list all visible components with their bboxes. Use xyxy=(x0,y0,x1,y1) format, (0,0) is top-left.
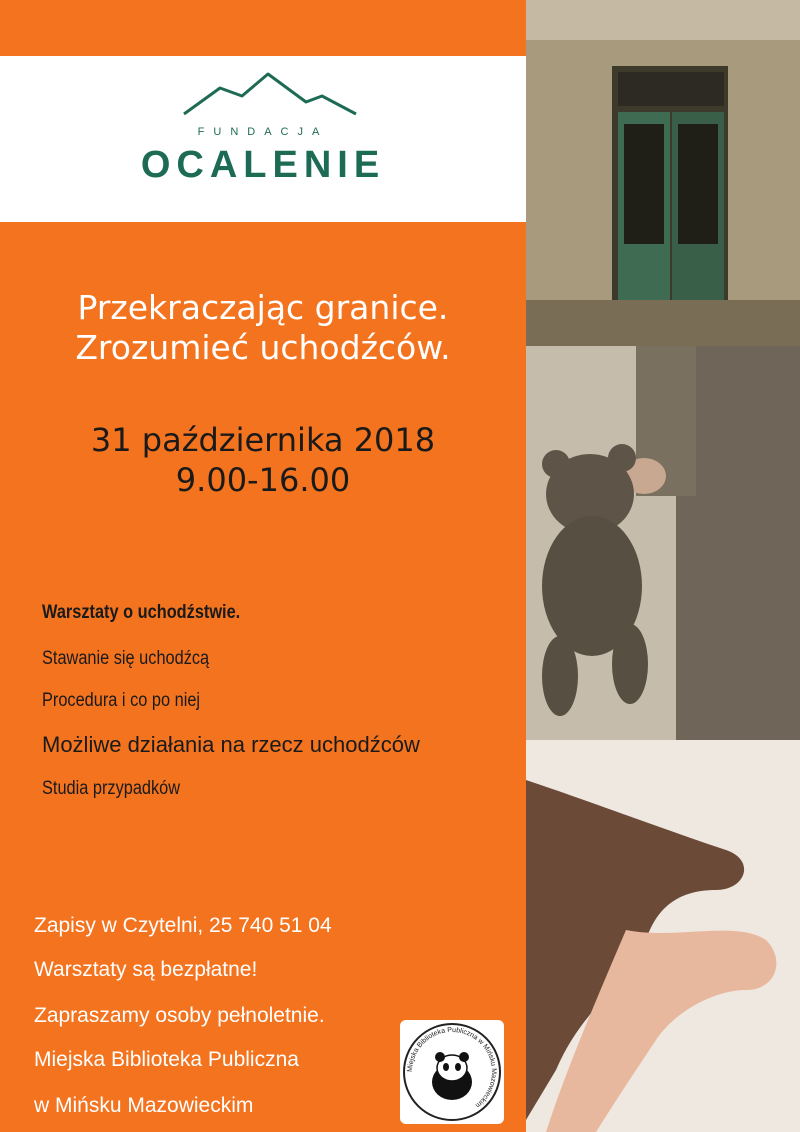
logo-name-text: OCALENIE xyxy=(140,144,386,186)
footer-line: Zapisy w Czytelni, 25 740 51 04 xyxy=(34,914,332,937)
event-date: 31 października 2018 xyxy=(90,421,436,459)
footer-line: Warsztaty są bezpłatne! xyxy=(34,958,258,981)
program-item: Stawanie się uchodźcą xyxy=(42,648,210,669)
headline-line2: Zrozumieć uchodźców. xyxy=(75,328,451,367)
program-item: Możliwe działania na rzecz uchodźców xyxy=(42,732,420,757)
event-time: 9.00-16.00 xyxy=(175,461,351,499)
panda-logo-icon xyxy=(400,1020,504,1124)
teddy-photo xyxy=(526,346,800,740)
hands-photo xyxy=(526,740,800,1132)
door-photo xyxy=(526,0,800,346)
library-stamp xyxy=(400,1020,504,1124)
footer-line: Zapraszamy osoby pełnoletnie. xyxy=(34,1004,325,1027)
footer-line: Miejska Biblioteka Publiczna xyxy=(34,1048,299,1071)
event-datetime xyxy=(0,420,526,500)
program-item: Studia przypadków xyxy=(42,778,181,799)
holding-hands-image xyxy=(526,740,800,1132)
program-heading: Warsztaty o uchodźstwie. xyxy=(42,602,241,623)
teddy-bear-image xyxy=(526,346,800,740)
mountain-logo-icon xyxy=(180,66,360,118)
stamp-text: Miejska Biblioteka Publiczna w Mińsku Mazowieckim xyxy=(406,1026,498,1109)
headline xyxy=(0,288,526,368)
headline-line1: Przekraczając granice. xyxy=(77,288,449,327)
logo-foundation-text: FUNDACJA xyxy=(197,126,329,138)
old-door-image xyxy=(526,0,800,346)
footer-line: w Mińsku Mazowieckim xyxy=(34,1094,254,1117)
program-item: Procedura i co po niej xyxy=(42,690,201,711)
